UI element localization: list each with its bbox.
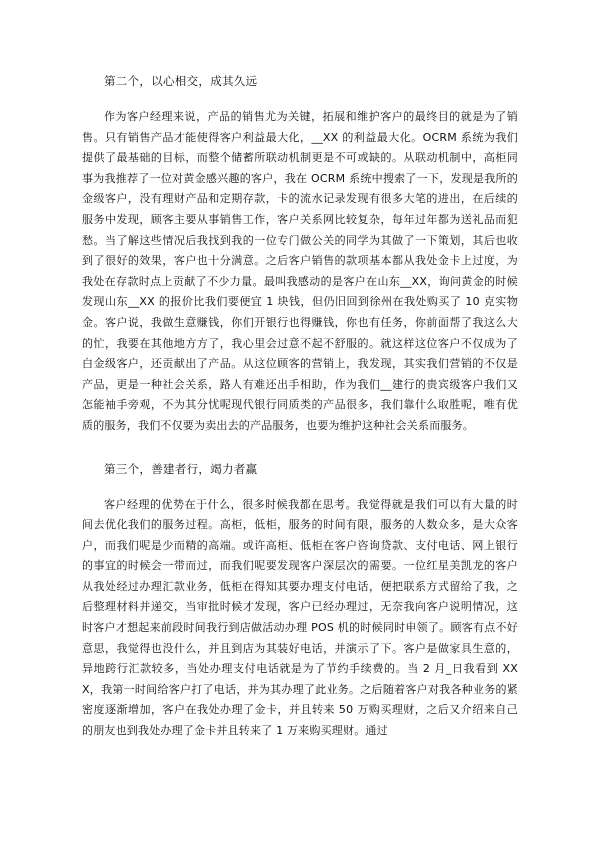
section-paragraph: 作为客户经理来说，产品的销售尤为关键，拓展和维护客户的最终目的就是为了销售。只有销售产品才能使得客户利益最大化，__XX 的利益最大化。OCRM 系统为我们提供了最基础的目标，而整个储蓄所联动机制更是不可或缺的。从联动机制中，高柜同事为我推荐了一位对黄金感兴趣的客户，我在 OCRM 系统中搜索了一下，发现是我所的金级客户，没有理财产品和定期存款，卡的流水记录发现有很多大笔的进出，在后续的服务中发现，顾客主要从事销售工作，客户关系网比较复杂，每年过年都为送礼品而犯愁。当了解这些情况后我找到我的一位专门做公关的同学为其做了一下策划，其后也收到了很好的效果，客户也十分满意。之后客户销售的款项基本都从我处金卡上过度，为我处在存款时点上贡献了不少力量。最叫我感动的是客户在山东__XX，询问黄金的时候发现山东__XX 的报价比我们要便宜 1 块钱，但仍旧回到徐州在我处购买了 10 克实物金。客户说，我做生意赚钱，你们开银行也得赚钱，你也有任务，你前面帮了我这么大的忙，我要在其他地方方了，我心里会过意不起不舒服的。就这样这位客户不仅成为了白金级客户，还贡献出了产品。从这位顾客的营销上，我发现，其实我们营销的不仅是产品，更是一种社会关系，路人有难还出手相助，作为我们__建行的贵宾级客户我们又怎能袖手旁观，不为其分忧呢现代银行同质类的产品很多，我们靠什么取胜呢，唯有优质的服务，我们不仅要为卖出去的产品服务，也要为维护这种社会关系而服务。 xyxy=(82,110,518,432)
document-body xyxy=(82,71,518,742)
section-third xyxy=(82,459,518,742)
section-second xyxy=(82,71,518,437)
section-heading: 第三个，善建者行，竭力者赢 xyxy=(104,461,258,476)
section-heading: 第二个，以心相交，成其久远 xyxy=(104,74,258,88)
section-paragraph: 客户经理的优势在于什么，很多时候我都在思考。我觉得就是我们可以有大量的时间去优化我们的服务过程。高柜，低柜，服务的时间有限，服务的人数众多，是大众客户，而我们呢是少而精的高端。或许高柜、低柜在客户咨询贷款、支付电话、网上银行的事宜的时候会一带而过，而我们呢要发现客户深层次的需要。一位红星美凯龙的客户从我处经过办理汇款业务，低柜在得知其要办理支付电话，便把联系方式留给了我，之后整理材料并递交，当审批时候才发现，客户已经办理过，无奈我向客户说明情况，这时客户才想起来前段时间我行到店做活动办理 POS 机的时候同时申领了。顾客有点不好意思，我觉得也没什么，并且到店为其装好电话，并演示了下。客户是做家具生意的，异地跨行汇款较多，当处办理支付电话就是为了节约手续费的。当 2 月_日我看到 XXX，我第一时间给客户打了电话，并为其办理了此业务。之后随着客户对我各种业务的紧密度逐渐增加，客户在我处办理了金卡，并且转来 50 万购买理财，之后又介绍来自己的朋友也到我处办理了金卡并且转来了 1 万来购买理财。通过 xyxy=(82,497,518,738)
